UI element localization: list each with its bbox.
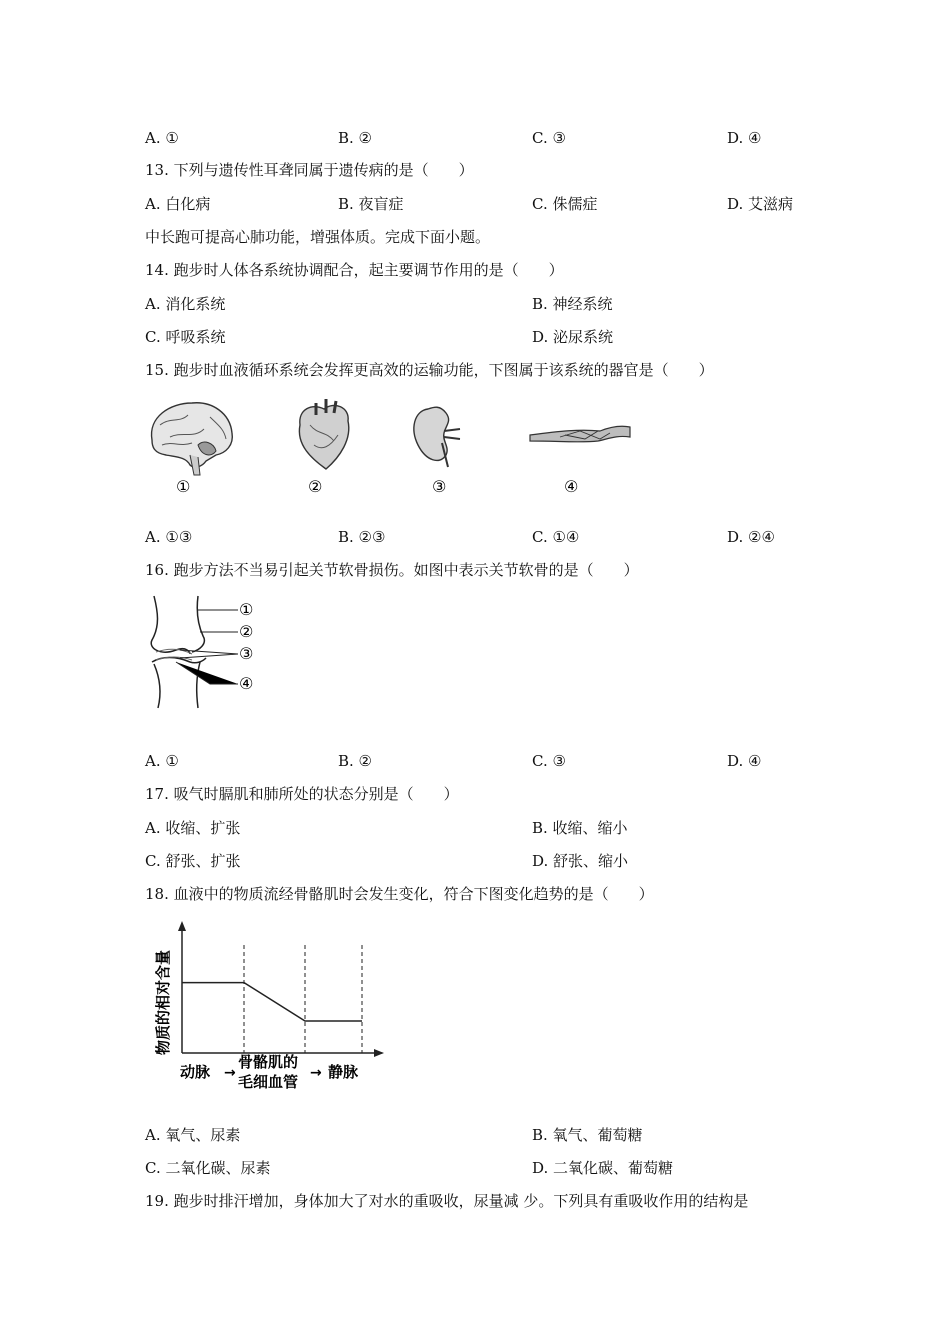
q17-option-d: D. 舒张、缩小: [532, 852, 629, 870]
q16-label-3: ③: [239, 644, 254, 663]
y-axis-arrow: [178, 921, 186, 931]
q13-option-b: B. 夜盲症: [338, 195, 404, 213]
x-label-arrow-2: →: [310, 1065, 322, 1081]
q15-organ-figure: [140, 395, 650, 505]
x-axis-arrow: [374, 1049, 384, 1057]
q18-option-a: A. 氧气、尿素: [145, 1126, 241, 1144]
q15-option-c: C. ①④: [532, 528, 580, 546]
q16-label-2: ②: [239, 622, 254, 641]
q13-option-c: C. 侏儒症: [532, 195, 598, 213]
kidney-illustration: [414, 407, 460, 467]
q16-label-4: ④: [239, 674, 254, 693]
x-label-arrow-1: →: [224, 1065, 236, 1081]
heart-illustration: [299, 399, 348, 469]
q16-option-c: C. ③: [532, 752, 566, 770]
q14-option-b: B. 神经系统: [532, 295, 613, 313]
q12-option-c: C. ③: [532, 129, 566, 147]
q15-option-b: B. ②③: [338, 528, 386, 546]
y-axis-label: 物质的相对含量: [154, 949, 172, 1055]
q13-stem: 13. 下列与遗传性耳聋同属于遗传病的是（ ）: [145, 161, 474, 179]
x-label-vein: 静脉: [328, 1063, 359, 1081]
q16-leader-4: [176, 662, 238, 684]
q18-chart: [150, 915, 390, 1095]
q18-option-b: B. 氧气、葡萄糖: [532, 1126, 643, 1144]
q19-stem: 19. 跑步时排汗增加，身体加大了对水的重吸收，尿量减 少。下列具有重吸收作用的结构是: [145, 1192, 749, 1210]
x-label-capillary-line1: 骨骼肌的: [238, 1053, 299, 1071]
q15-label-1: ①: [176, 477, 191, 496]
q16-option-d: D. ④: [727, 752, 762, 770]
q14-option-a: A. 消化系统: [145, 295, 226, 313]
section-intro: 中长跑可提高心肺功能，增强体质。完成下面小题。: [145, 228, 491, 246]
q14-stem: 14. 跑步时人体各系统协调配合，起主要调节作用的是（ ）: [145, 261, 564, 279]
blood-vessel-illustration: [530, 426, 630, 442]
q13-option-d: D. 艾滋病: [727, 195, 794, 213]
x-label-artery: 动脉: [180, 1063, 211, 1081]
q18-stem: 18. 血液中的物质流经骨骼肌时会发生变化，符合下图变化趋势的是（ ）: [145, 885, 654, 903]
q17-option-a: A. 收缩、扩张: [145, 819, 241, 837]
q16-option-b: B. ②: [338, 752, 373, 770]
q16-stem: 16. 跑步方法不当易引起关节软骨损伤。如图中表示关节软骨的是（ ）: [145, 561, 639, 579]
q17-option-c: C. 舒张、扩张: [145, 852, 241, 870]
q15-option-a: A. ①③: [145, 528, 193, 546]
q15-label-4: ④: [564, 477, 579, 496]
q12-option-a: A. ①: [145, 129, 179, 147]
q18-option-c: C. 二氧化碳、尿素: [145, 1159, 271, 1177]
q17-option-b: B. 收缩、缩小: [532, 819, 628, 837]
q14-option-c: C. 呼吸系统: [145, 328, 226, 346]
knee-joint-illustration: [151, 596, 206, 708]
q15-label-3: ③: [432, 477, 447, 496]
q18-option-d: D. 二氧化碳、葡萄糖: [532, 1159, 674, 1177]
q13-option-a: A. 白化病: [145, 195, 211, 213]
brain-illustration: [152, 403, 233, 475]
q15-stem: 15. 跑步时血液循环系统会发挥更高效的运输功能，下图属于该系统的器官是（ ）: [145, 361, 714, 379]
q15-option-d: D. ②④: [727, 528, 775, 546]
q16-label-1: ①: [239, 600, 254, 619]
q12-option-b: B. ②: [338, 129, 373, 147]
q15-label-2: ②: [308, 477, 323, 496]
q14-option-d: D. 泌尿系统: [532, 328, 614, 346]
x-label-capillary-line2: 毛细血管: [238, 1073, 299, 1091]
q16-joint-figure: [140, 592, 270, 712]
series-line: [182, 983, 362, 1021]
q12-option-d: D. ④: [727, 129, 762, 147]
q17-stem: 17. 吸气时膈肌和肺所处的状态分别是（ ）: [145, 785, 459, 803]
q16-option-a: A. ①: [145, 752, 179, 770]
